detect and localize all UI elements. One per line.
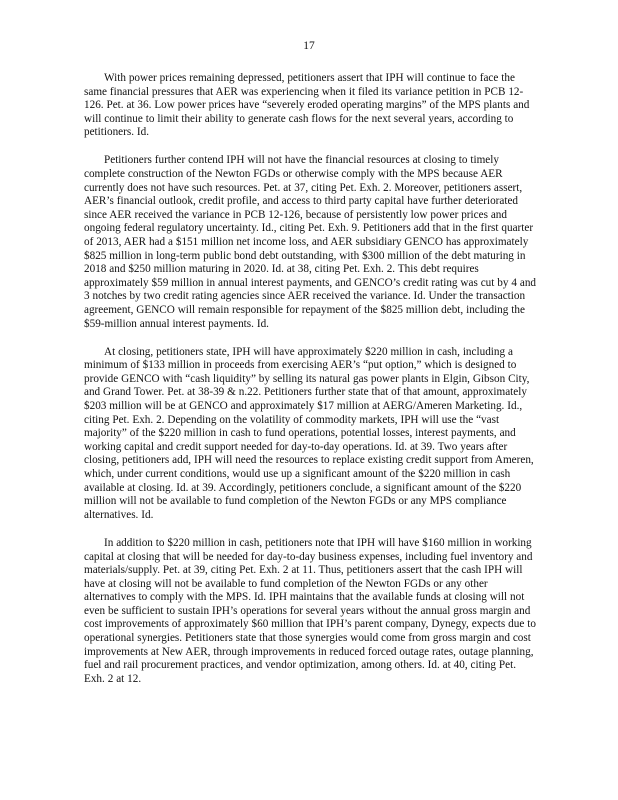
paragraph-financial-resources: Petitioners further contend IPH will not have the financial resources at closing to timely complete construction of the Newton FGDs or otherwise comply with the MPS because AER currently does not have such resources. Pet. at 37, citing Pet. Exh. 2. Moreover, petitioners assert, AER’s financial outlook, credit profile, and access to third party capital have further deteriorated since AER received the variance in PCB 12-126, because of persistently low power prices and ongoing federal regulatory uncertainty. Id., citing Pet. Exh. 9. Petitioners add that in the first quarter of 2013, AER had a $151 million net income loss, and AER subsidiary GENCO has approximately $825 million in long-term public bond debt outstanding, with $300 million of the debt maturing in 2018 and $250 million maturing in 2020. Id. at 38, citing Pet. Exh. 2. This debt requires approximately $59 million in annual interest payments, and GENCO’s credit rating was cut by 4 and 3 notches by two credit rating agencies since AER received the variance. Id. Under the transaction agreement, GENCO will remain responsible for repayment of the $825 million debt, including the $59-million annual interest payments. Id.: [84, 154, 537, 330]
paragraph-working-capital: In addition to $220 million in cash, petitioners note that IPH will have $160 million in working capital at closing that will be needed for day-to-day business expenses, including fuel inventory and materials/supply. Pet. at 39, citing Pet. Exh. 2 at 11. Thus, petitioners assert that the cash IPH will have at closing will not be available to fund completion of the Newton FGDs or any other alternatives to comply with the MPS. Id. IPH maintains that the available funds at closing will not even be sufficient to sustain IPH’s operations for several years without the annual gross margin and cost improvements of approximately $60 million that IPH’s parent company, Dynegy, expects due to operational synergies. Petitioners state that those synergies would come from gross margin and cost improvements at New AER, through improvements in reduced forced outage rates, outage planning, fuel and rail procurement practices, and vendor optimization, among others. Id. at 40, citing Pet. Exh. 2 at 12.: [84, 536, 536, 685]
page-number: 17: [303, 40, 315, 52]
paragraph-power-prices: With power prices remaining depressed, petitioners assert that IPH will continue to face the same financial pressures that AER was experiencing when it filed its variance petition in PCB 12-126. Pet. at 36. Low power prices have “severely eroded operating margins” of the MPS plants and will continue to limit their ability to generate cash flows for the next several years, according to petitioners. Id.: [84, 72, 530, 139]
document-body: [84, 72, 536, 701]
paragraph-cash-at-closing: At closing, petitioners state, IPH will have approximately $220 million in cash, including a minimum of $133 million in proceeds from exercising AER’s “put option,” which is designed to provide GENCO with “cash liquidity” by selling its natural gas power plants in Elgin, Gibson City, and Grand Tower. Pet. at 38-39 & n.22. Petitioners further state that of that amount, approximately $203 million will be at GENCO and approximately $17 million at AERG/Ameren Marketing. Id., citing Pet. Exh. 2. Depending on the volatility of commodity markets, IPH will use the “vast majority” of the $220 million in cash to fund operations, potential losses, interest payments, and working capital and credit support needed for day-to-day operations. Id. at 39. Two years after closing, petitioners add, IPH will need the resources to replace existing credit support from Ameren, which, under current conditions, would use up a significant amount of the $220 million in cash available at closing. Id. at 39. Accordingly, petitioners conclude, a significant amount of the $220 million will not be available to fund completion of the Newton FGDs or any MPS compliance alternatives. Id.: [84, 345, 534, 521]
